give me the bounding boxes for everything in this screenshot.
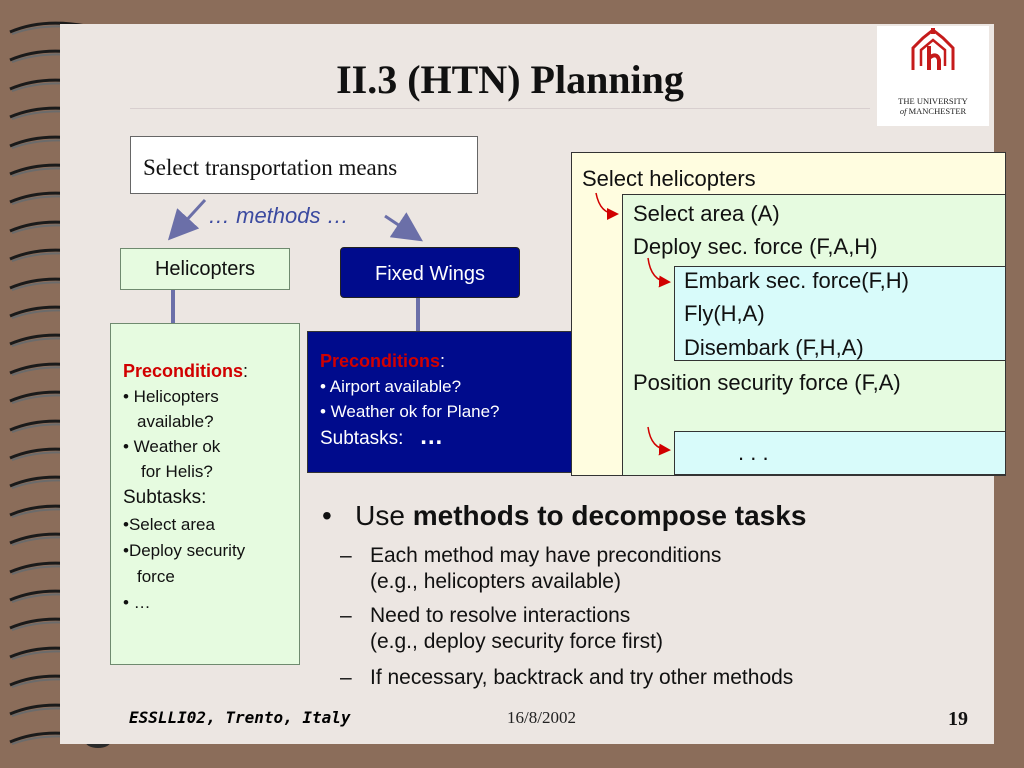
fw-pre-colon: : (440, 351, 446, 371)
task-disembark: Disembark (F,H,A) (684, 335, 864, 360)
heli-sub-2: •Deploy security (123, 541, 246, 560)
sub-bullet-1 (340, 543, 722, 595)
task-fly: Fly(H,A) (684, 301, 765, 326)
heli-pre-colon: : (243, 361, 249, 381)
heli-pre-2b: for Helis? (141, 462, 213, 481)
task-dots: . . . (738, 440, 769, 465)
select-transportation-box: Select transportation means (130, 136, 478, 194)
red-arrow-icon (648, 258, 668, 282)
sub-bullet-3-line-1: If necessary, backtrack and try other methods (370, 666, 794, 689)
dash: – (340, 666, 352, 689)
heli-pre-1: • Helicopters (123, 387, 219, 406)
task-select-area: Select area (A) (633, 201, 780, 226)
fw-pre-1: • Airport available? (320, 377, 462, 396)
methods-label: … methods … (208, 203, 349, 228)
task-deploy-force: Deploy sec. force (F,A,H) (633, 234, 878, 259)
dash: – (340, 604, 352, 627)
heli-sub-3: • … (123, 593, 151, 612)
main-bullet-bold: methods to decompose tasks (412, 500, 807, 531)
bullet-dot: • (322, 500, 332, 531)
slide-title: II.3 (HTN) Planning (336, 57, 684, 102)
sub-bullet-2-line-2: (e.g., deploy security force first) (370, 630, 663, 653)
sub-bullet-1-line-2: (e.g., helicopters available) (370, 570, 621, 593)
fixed-wings-method: Fixed Wings (340, 247, 520, 298)
main-bullet (322, 500, 806, 532)
heli-pre-2: • Weather ok (123, 437, 221, 456)
footer-page-number: 19 (948, 708, 968, 730)
footer-venue: ESSLLI02, Trento, Italy (129, 708, 351, 727)
helicopters-method: Helicopters (120, 248, 290, 290)
sub-bullet-2-line-1: Need to resolve interactions (370, 604, 631, 627)
footer-date: 16/8/2002 (507, 708, 576, 727)
fw-pre-2: • Weather ok for Plane? (320, 402, 500, 421)
task-position-force: Position security force (F,A) (633, 370, 901, 395)
main-bullet-prefix: Use (355, 500, 413, 531)
heli-subtasks-label: Subtasks: (123, 487, 207, 508)
heli-pre-label: Preconditions (123, 361, 244, 381)
fw-subtasks-dots: … (419, 423, 444, 450)
task-select-helicopters: Select helicopters (582, 166, 756, 191)
logo-line-2: MANCHESTER (908, 106, 967, 116)
sub-bullet-2 (340, 603, 663, 655)
dash: – (340, 544, 352, 567)
logo-of: of (899, 106, 907, 116)
fw-subtasks-label: Subtasks: (320, 428, 404, 449)
red-arrow-icon (648, 427, 668, 450)
sub-bullet-3 (340, 665, 794, 691)
logo-line-1: THE UNIVERSITY (898, 96, 968, 106)
red-arrow-icon (596, 193, 616, 214)
heli-sub-1: •Select area (123, 515, 215, 534)
heli-sub-2b: force (137, 567, 175, 586)
sub-bullet-1-line-1: Each method may have preconditions (370, 544, 722, 567)
fw-pre-label: Preconditions (320, 351, 441, 371)
heli-pre-1b: available? (137, 412, 214, 431)
task-embark: Embark sec. force(F,H) (684, 268, 909, 293)
